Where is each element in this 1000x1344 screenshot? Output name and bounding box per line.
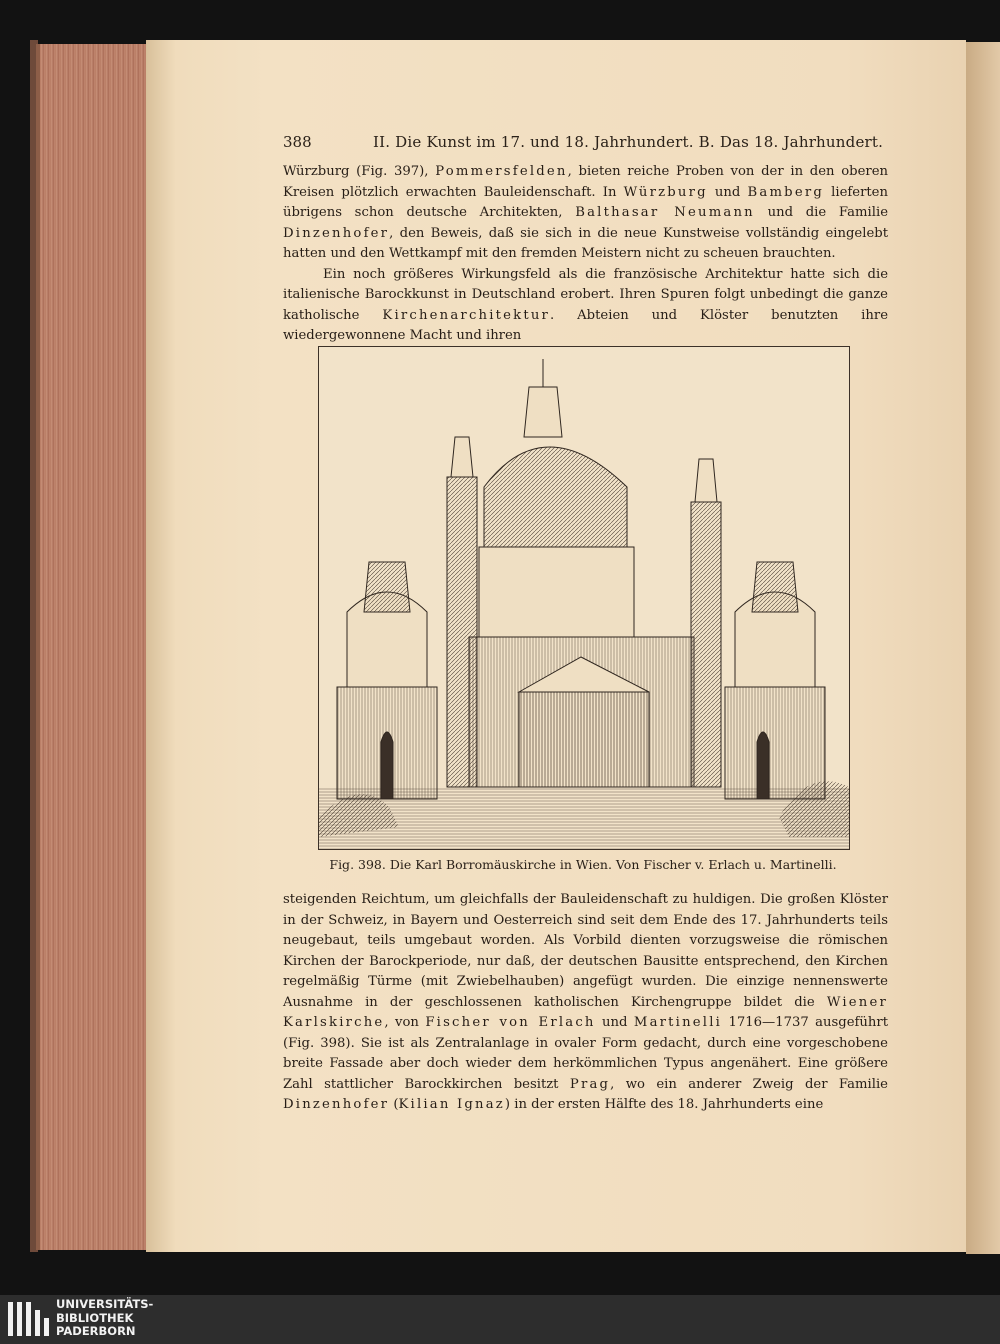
text-run: Ein noch größeres Wirkungsfeld als die französische Architektur hatte sich die italienische Barockkunst in Deutschland erobert. Ihren Spuren folgt unbedingt die ganze katholische bbox=[283, 266, 888, 323]
text-run: und bbox=[595, 1015, 634, 1030]
paragraph bbox=[283, 265, 888, 347]
page-header bbox=[283, 133, 888, 157]
text-run: und bbox=[707, 184, 748, 200]
page-number: 388 bbox=[283, 133, 312, 151]
facing-page-edge bbox=[966, 42, 1000, 1254]
library-logo-text bbox=[56, 1298, 153, 1339]
text-run: , wo ein anderer Zweig der Familie bbox=[610, 1076, 888, 1092]
spaced-name: Kilian Ignaz bbox=[398, 1097, 505, 1112]
text-run: , bieten reiche Proben von der in den oberen Kreisen plötzlich erwachten Bauleidenschaft. In bbox=[283, 164, 888, 200]
spaced-name: Würzburg bbox=[623, 184, 708, 200]
spaced-name: Dinzenhofer bbox=[283, 1097, 390, 1112]
spaced-name: Prag bbox=[569, 1076, 611, 1092]
text-run: ( bbox=[389, 1097, 399, 1112]
text-block-after-figure bbox=[283, 890, 888, 1116]
running-title: II. Die Kunst im 17. und 18. Jahrhundert. B. Das 18. Jahrhundert. bbox=[373, 133, 884, 151]
page-edges bbox=[36, 44, 152, 1250]
text-run: lieferten übrigens schon deutsche Architekten, bbox=[283, 184, 888, 220]
text-run: ) in der ersten Hälfte des 18. Jahrhunderts eine bbox=[504, 1097, 824, 1112]
spaced-name: Wiener Karlskirche bbox=[283, 994, 888, 1030]
spaced-name: Balthasar Neumann bbox=[575, 205, 755, 220]
paragraph bbox=[283, 162, 888, 265]
spaced-name: Fischer von Erlach bbox=[425, 1015, 596, 1030]
logo-line: PADERBORN bbox=[56, 1324, 136, 1338]
spaced-name: Dinzenhofer bbox=[283, 225, 390, 241]
spaced-name: Martinelli bbox=[633, 1015, 723, 1030]
text-run: , den Beweis, daß sie sich in die neue Kunstweise vollständig eingelebt hatten und den Wettkampf mit den fremden Meistern nicht zu scheuen brauchten. bbox=[283, 225, 888, 261]
text-run: und die Familie bbox=[754, 205, 888, 220]
logo-line: UNIVERSITÄTS- bbox=[56, 1297, 154, 1311]
spaced-name: Bamberg bbox=[747, 184, 824, 200]
text-run: 1716—1737 ausgeführt (Fig. 398). Sie ist als Zentralanlage in ovaler Form gedacht, durch eine vorgeschobene breite Fassade aber doch wieder dem herkömmlichen Typus angenähert. Eine größere Zahl stattlicher Barockkirchen besitzt bbox=[283, 1015, 888, 1092]
text-run: . Abteien und Klöster benutzten ihre wiedergewonnene Macht und ihren bbox=[283, 307, 889, 343]
spaced-name: Pommersfelden bbox=[435, 164, 568, 179]
text-run: , von bbox=[384, 1015, 426, 1030]
text-run: steigenden Reichtum, um gleichfalls der Bauleidenschaft zu huldigen. Die großen Klöster in der Schweiz, in Bayern und Oesterreich sind seit dem Ende des 17. Jahrhunderts teils neugebaut, teils umgebaut worden. Als Vorbild dienten vorzugsweise die römischen Kirchen der Barockperiode, nur daß, der deutschen Bausitte entsprechend, den Kirchen regelmäßig Türme (mit Zwiebelhauben) angefügt wurden. Die einzige nennenswerte Ausnahme in der geschlossenen katholischen Kirchengruppe bildet die bbox=[283, 892, 888, 1010]
spaced-name: Kirchenarchitektur bbox=[382, 307, 551, 323]
text-block-before-figure bbox=[283, 162, 888, 347]
text-run: Würzburg (Fig. 397), bbox=[283, 164, 436, 179]
library-logo-icon bbox=[6, 1298, 52, 1340]
figure-engraving bbox=[318, 346, 850, 850]
karlskirche-illustration bbox=[319, 347, 849, 849]
logo-line: BIBLIOTHEK bbox=[56, 1310, 134, 1325]
figure-caption: Fig. 398. Die Karl Borromäuskirche in Wien. Von Fischer v. Erlach u. Martinelli. bbox=[329, 857, 837, 872]
paragraph bbox=[283, 890, 888, 1116]
